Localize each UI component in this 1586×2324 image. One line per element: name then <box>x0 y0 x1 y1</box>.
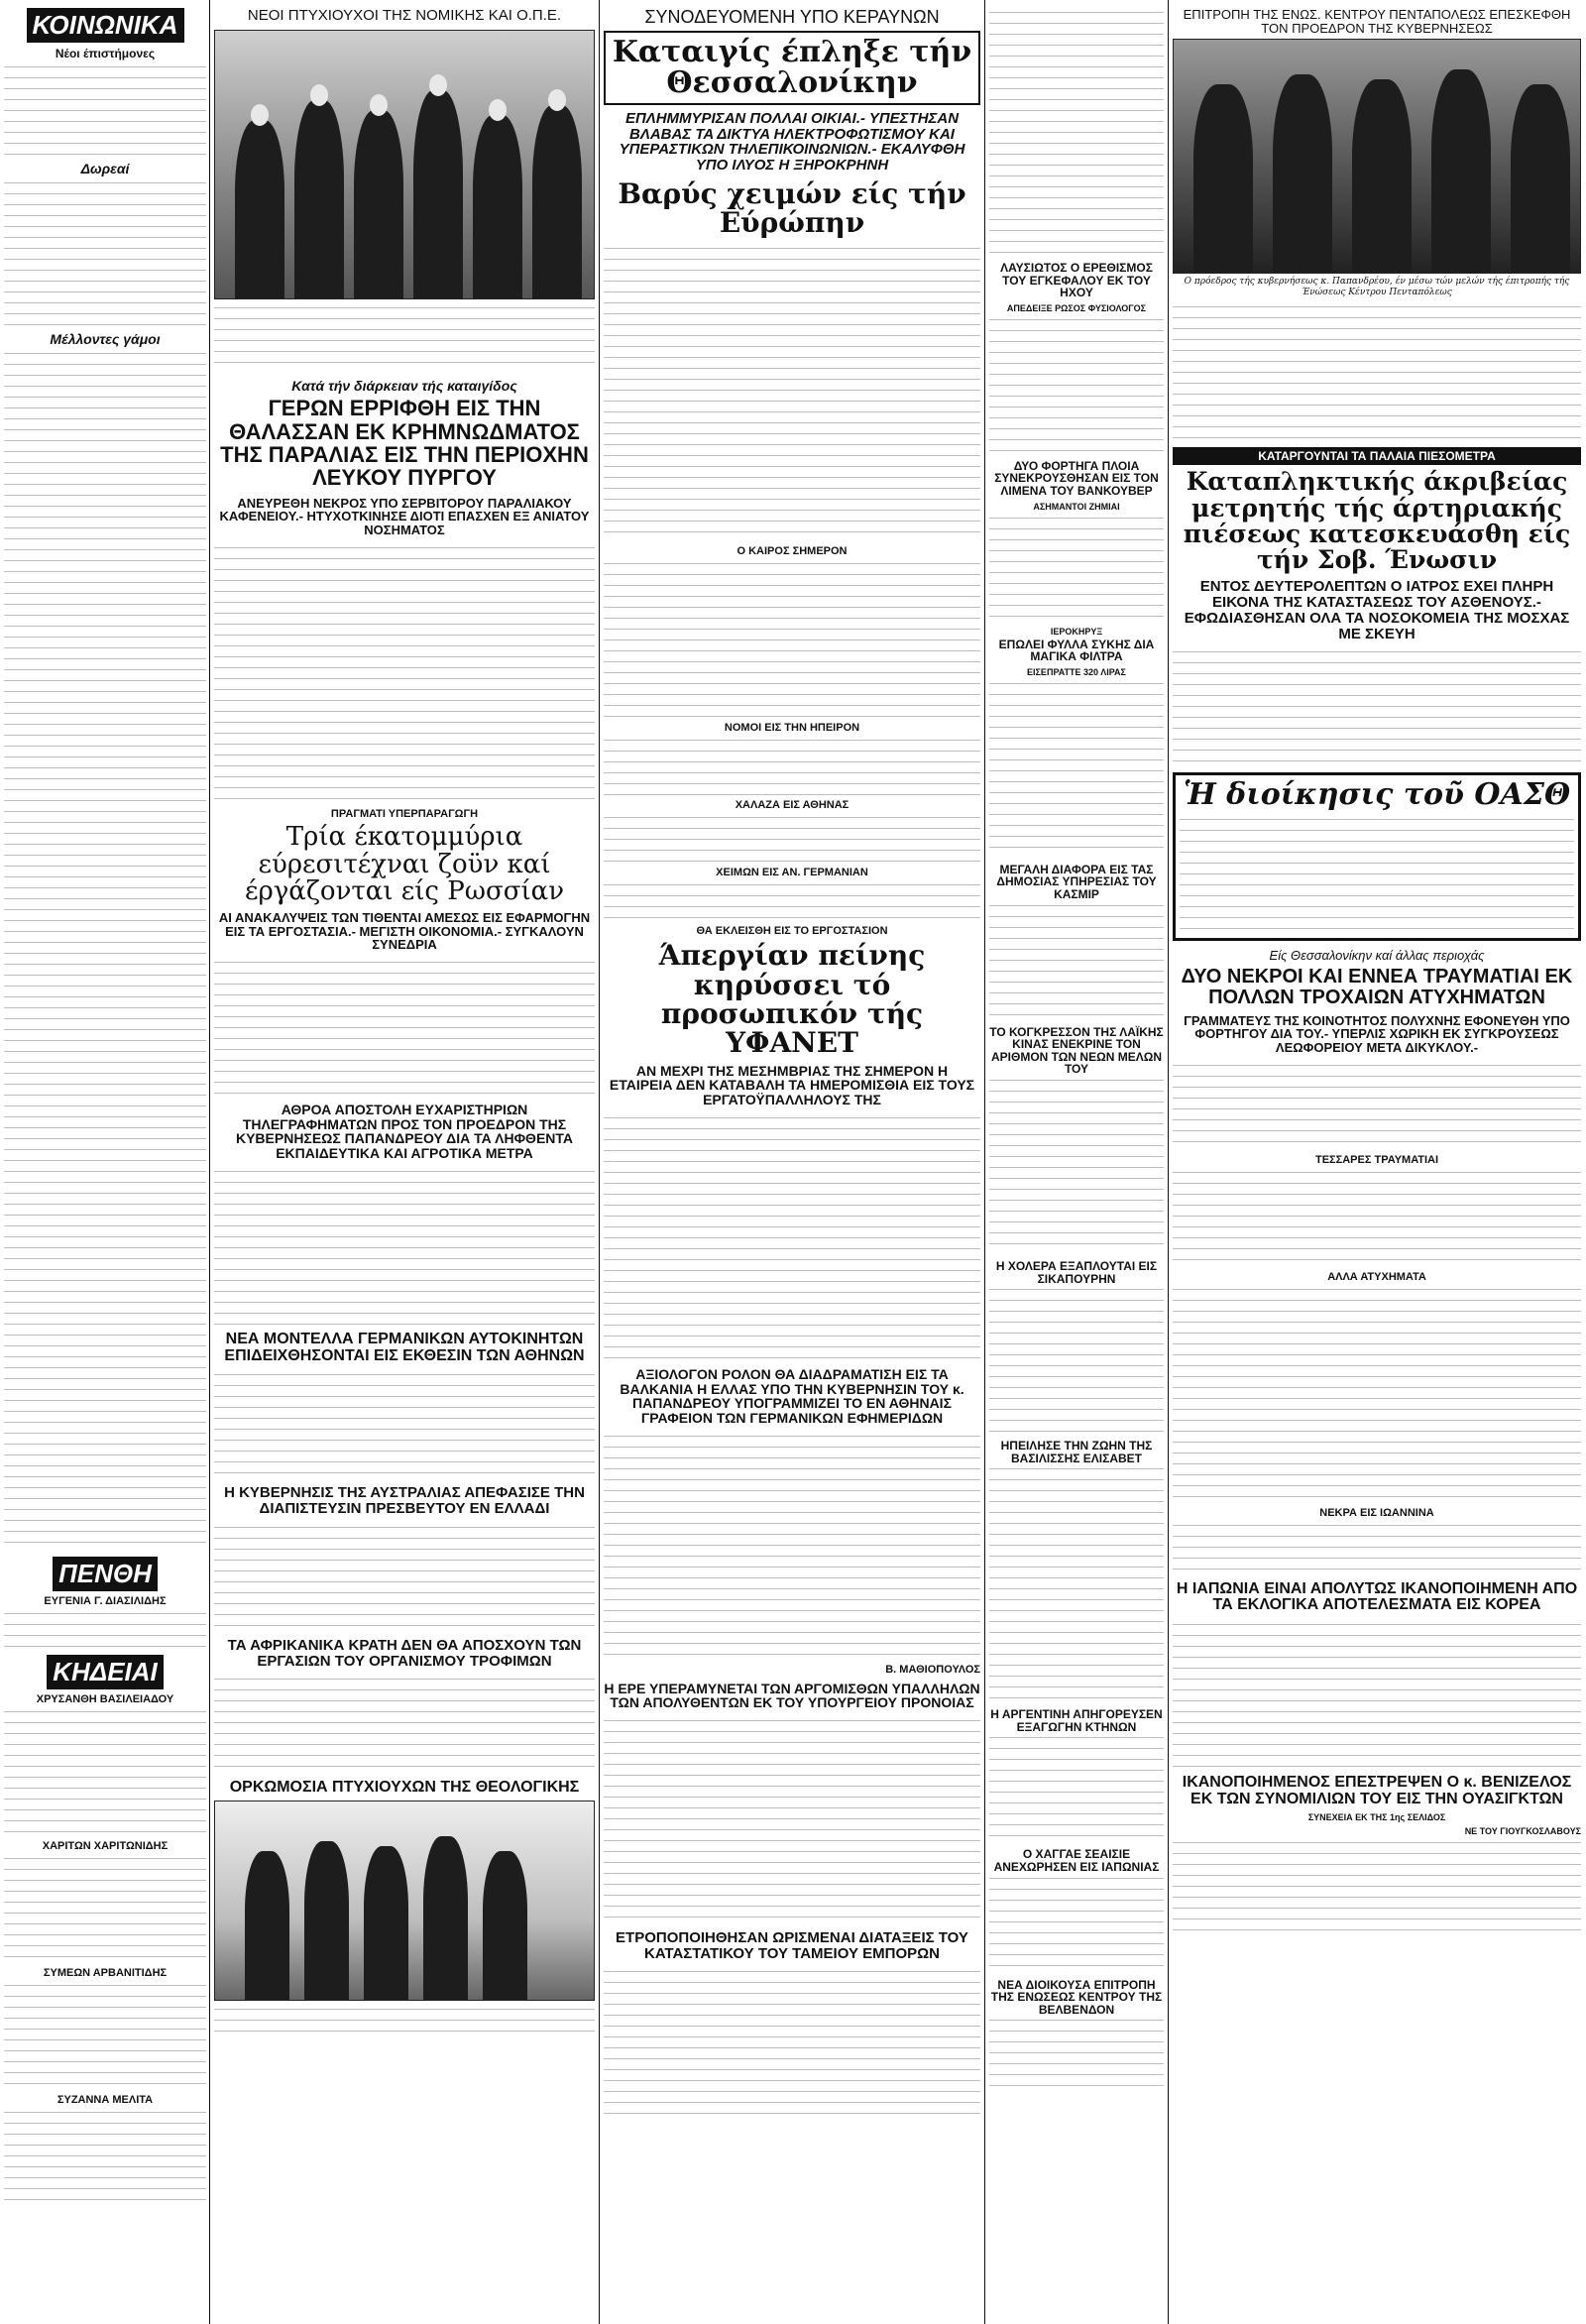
japan-headline: Ο ΧΑΓΓΑΕ ΣΕΑΙΣΙΕ ΑΝΕΧΩΡΗΣΕΝ ΕΙΣ ΙΑΠΩΝΙΑΣ <box>993 1847 1160 1875</box>
strike-kicker: ΘΑ ΕΚΛΕΙΣΘΗ ΕΙΣ ΤΟ ΕΡΓΟΣΤΑΣΙΟΝ <box>696 924 888 937</box>
traffic-kicker: Είς Θεσσαλονίκην καί άλλας περιοχάς <box>1269 947 1485 963</box>
ships-subheadline: ΑΣΗΜΑΝΤΟΙ ΖΗΜΙΑΙ <box>1033 501 1120 512</box>
text-block <box>604 736 980 795</box>
storm-subheadline: ΑΝΕΥΡΕΘΗ ΝΕΚΡΟΣ ΥΠΟ ΣΕΡΒΙΤΟΡΟΥ ΠΑΡΑΛΙΑΚΟΥ ΚΑΦΕΝΕΙΟΥ.- ΗΤΥΧΟΤΚΙΝΗΣΕ ΔΙΟΤΙ ΕΠΑΣΧΕΝ ΕΞ ΑΝΙΑΤΟΥ ΝΟΣΗΜΑΤΟΣ <box>219 495 590 538</box>
text-block <box>989 514 1164 623</box>
main-kicker: ΣΥΝΟΔΕΥΟΜΕΝΗ ΥΠΟ ΚΕΡΑΥΝΩΝ <box>644 7 940 27</box>
text-block <box>214 958 595 1097</box>
text-block <box>1173 1620 1581 1769</box>
new-scientists-heading: Νέοι έπιστήμονες <box>55 47 156 60</box>
person-name: ΧΑΡΙΤΩΝ ΧΑΡΙΤΩΝΙΔΗΣ <box>42 1840 169 1852</box>
column-rule <box>599 0 600 2324</box>
mourning-title: ΠΕΝΘΗ <box>53 1557 158 1591</box>
committee-photo <box>1173 39 1581 274</box>
text-block <box>989 1874 1164 1973</box>
main-headline: Καταιγίς έπληξε τήν Θεσσαλονίκην <box>612 34 972 101</box>
epirus-kicker: ΝΟΜΟΙ ΕΙΣ ΤΗΝ ΗΠΕΙΡΟΝ <box>724 721 860 734</box>
text-block <box>604 1113 980 1361</box>
abolish-kicker: ΚΑΤΑΡΓΟΥΝΤΑΙ ΤΑ ΠΑΛΑΙΑ ΠΙΕΣΟΜΕΤΡΑ <box>1258 448 1496 463</box>
telegrams-headline: ΑΘΡΟΑ ΑΠΟΣΤΟΛΗ ΕΥΧΑΡΙΣΤΗΡΙΩΝ ΤΗΛΕΓΡΑΦΗΜΑΤΩΝ ΠΡΟΣ ΤΟΝ ΠΡΟΕΔΡΟΝ ΤΗΣ ΚΥΒΕΡΝΗΣΕΩΣ ΠΑΠΑΝΔΡΕΟΥ ΔΙΑ ΤΑ ΛΗΦΘΕΝΤΑ ΕΚΠΑΙΔΕΥΤΙΚΑ ΚΑΙ ΑΓΡΟΤΙΚΑ ΜΕΤΡΑ <box>235 1102 574 1162</box>
text-block <box>4 62 206 157</box>
text-block <box>604 1716 980 1924</box>
text-block <box>989 901 1164 1020</box>
strike-subheadline: ΑΝ ΜΕΧΡΙ ΤΗΣ ΜΕΣΗΜΒΡΙΑΣ ΤΗΣ ΣΗΜΕΡΟΝ Η ΕΤΑΙΡΕΙΑ ΔΕΝ ΚΑΤΑΒΑΛΗ ΤΑ ΗΜΕΡΟΜΙΣΘΙΑ ΕΙΣ ΤΟΥΣ ΕΡΓΑΤΟΫΠΑΛΛΗΛΟΥΣ ΤΗΣ <box>609 1062 975 1108</box>
text-block <box>4 178 206 327</box>
text-block <box>1173 1061 1581 1150</box>
text-block <box>1173 1521 1581 1575</box>
other-accidents-kicker: ΑΛΛΑ ΑΤΥΧΗΜΑΤΑ <box>1327 1270 1426 1283</box>
oasth-headline: Ἡ διοίκησις τοῦ ΟΑΣΘ <box>1183 777 1571 813</box>
text-block <box>1173 302 1581 441</box>
fund-headline: ΕΤΡΟΠΟΠΟΙΗΘΗΣΑΝ ΩΡΙΣΜΕΝΑΙ ΔΙΑΤΑΞΕΙΣ ΤΟΥ ΚΑΤΑΣΤΑΤΙΚΟΥ ΤΟΥ ΤΑΜΕΙΟΥ ΕΜΠΟΡΩΝ <box>616 1928 968 1962</box>
germany-kicker: ΧΕΙΜΩΝ ΕΙΣ ΑΝ. ΓΕΡΜΑΝΙΑΝ <box>716 866 868 878</box>
overproduction-headline: Τρία έκατομμύρια εύρεσιτέχναι ζοϋν καί έργάζονται είς Ρωσσίαν <box>244 822 565 906</box>
text-block <box>989 679 1164 858</box>
text-block <box>4 349 206 1549</box>
text-block <box>989 1464 1164 1702</box>
text-block <box>4 1981 206 2090</box>
australia-headline: Η ΚΥΒΕΡΝΗΣΙΣ ΤΗΣ ΑΥΣΤΡΑΛΙΑΣ ΑΠΕΦΑΣΙΣΕ ΤΗΝ ΔΙΑΠΙΣΤΕΥΣΙΝ ΠΡΕΣΒΕΥΤΟΥ ΕΝ ΕΛΛΑΔΙ <box>224 1484 585 1518</box>
queen-headline: ΗΠΕΙΛΗΣΕ ΤΗΝ ΖΩΗΝ ΤΗΣ ΒΑΣΙΛΙΣΣΗΣ ΕΛΙΣΑΒΕΤ <box>1000 1439 1153 1465</box>
column-rule <box>209 0 210 2324</box>
text-block <box>214 1523 595 1632</box>
venizelos-byline: ΝΕ ΤΟΥ ΓΙΟΥΓΚΟΣΛΑΒΟΥΣ <box>1464 1825 1581 1836</box>
text-block <box>1173 1838 1581 1937</box>
hail-kicker: ΧΑΛΑΖΑ ΕΙΣ ΑΘΗΝΑΣ <box>735 798 850 811</box>
column-5 <box>1173 0 1581 1937</box>
overproduction-kicker: ΠΡΑΓΜΑΤΙ ΥΠΕΡΠΑΡΑΓΩΓΗ <box>330 807 479 820</box>
photo-caption <box>214 303 595 373</box>
africa-headline: ΤΑ ΑΦΡΙΚΑΝΙΚΑ ΚΡΑΤΗ ΔΕΝ ΘΑ ΑΠΟΣΧΟΥΝ ΤΩΝ ΕΡΓΑΣΙΩΝ ΤΟΥ ΟΡΓΑΝΙΣΜΟΥ ΤΡΟΦΙΜΩΝ <box>227 1636 582 1670</box>
funerals-title: ΚΗΔΕΙΑΙ <box>47 1655 164 1689</box>
person-name: ΧΡΥΣΑΝΘΗ ΒΑΣΙΛΕΙΑΔΟΥ <box>36 1693 174 1705</box>
leaves-subheadline: ΕΙΣΕΠΡΑΤΤΕ 320 ΛΙΡΑΣ <box>1027 666 1126 677</box>
text-block <box>4 1609 206 1649</box>
main-subheadline: ΕΠΛΗΜΜΥΡΙΣΑΝ ΠΟΛΛΑΙ ΟΙΚΙΑΙ.- ΥΠΕΣΤΗΣΑΝ ΒΛΑΒΑΣ ΤΑ ΔΙΚΤΥΑ ΗΛΕΚΤΡΟΦΩΤΙΣΜΟΥ ΚΑΙ ΥΠΕΡΑΣΤΙΚΩΝ ΤΗΛΕΠΙΚΟΙΝΩΝΙΩΝ.- ΕΚΑΛΥΦΘΗ ΥΠΟ ΙΛΥΟΣ Η ΞΗΡΟΚΡΗΝΗ <box>619 109 965 174</box>
brain-headline: ΛΑΥΣΙΩΤΟΣ Ο ΕΡΕΘΙΣΜΟΣ ΤΟΥ ΕΓΚΕΦΑΛΟΥ ΕΚ ΤΟΥ ΗΧΟΥ <box>1000 261 1153 300</box>
wounded-kicker: ΤΕΣΣΑΡΕΣ ΤΡΑΥΜΑΤΙΑΙ <box>1314 1153 1439 1166</box>
text-block <box>214 543 595 801</box>
argentina-headline: Η ΑΡΓΕΝΤΙΝΗ ΑΠΗΓΟΡΕΥΣΕΝ ΕΞΑΓΩΓΗΝ ΚΤΗΝΩΝ <box>990 1707 1163 1734</box>
text-block <box>214 1167 595 1326</box>
column-rule <box>1168 0 1169 2324</box>
gifts-heading: Δωρεαί <box>80 161 130 176</box>
cars-headline: ΝΕΑ ΜΟΝΤΕΛΛΑ ΓΕΡΜΑΝΙΚΩΝ ΑΥΤΟΚΙΝΗΤΩΝ ΕΠΙΔΕΙΧΘΗΣΟΝΤΑΙ ΕΙΣ ΕΚΘΕΣΙΝ ΤΩΝ ΑΘΗΝΩΝ <box>224 1330 585 1364</box>
photo1-title: ΝΕΟΙ ΠΤΥΧΙΟΥΧΟΙ ΤΗΣ ΝΟΜΙΚΗΣ ΚΑΙ Ο.Π.Ε. <box>247 7 562 24</box>
china-headline: ΤΟ ΚΟΓΚΡΕΣΣΟΝ ΤΗΣ ΛΑΪΚΗΣ ΚΙΝΑΣ ΕΝΕΚΡΙΝΕ ΤΟΝ ΑΡΙΘΜΟΝ ΤΩΝ ΝΕΩΝ ΜΕΛΩΝ ΤΟΥ <box>989 1024 1164 1077</box>
text-block <box>989 2016 1164 2095</box>
committee-photo-caption: Ο πρόεδρος τής κυβερνήσεως κ. Παπανδρέου, έν μέσω τών μελών τής έπιτροπής τής Ένώσεως Κέντρου Πενταπόλεως <box>1184 277 1570 298</box>
person-name: ΕΥΓΕΝΙΑ Γ. ΔΙΑΣΙΛΙΔΗΣ <box>44 1595 167 1607</box>
leaves-headline: ΕΠΩΛΕΙ ΦΥΛΛΑ ΣΥΚΗΣ ΔΙΑ ΜΑΓΙΚΑ ΦΙΛΤΡΑ <box>998 637 1155 664</box>
text-block <box>1173 647 1581 766</box>
strike-headline: Άπεργίαν πείνης κηρύσσει τό προσωπικόν τής ΥΦΑΝΕΤ <box>658 939 926 1060</box>
theology-photo <box>214 1801 595 2001</box>
committee-photo-title: ΕΠΙΤΡΟΠΗ ΤΗΣ ΕΝΩΣ. ΚΕΝΤΡΟΥ ΠΕΝΤΑΠΟΛΕΩΣ ΕΠΕΣΚΕΦΘΗ ΤΟΝ ΠΡΟΕΔΡΟΝ ΤΗΣ ΚΥΒΕΡΝΗΣΕΩΣ <box>1183 7 1571 36</box>
society-title: ΚΟΙΝΩΝΙΚΑ <box>27 8 184 43</box>
leaves-kicker: ΙΕΡΟΚΗΡΥΞ <box>1050 626 1103 637</box>
balkans-headline: ΑΞΙΟΛΟΓΟΝ ΡΟΛΟΝ ΘΑ ΔΙΑΔΡΑΜΑΤΙΣΗ ΕΙΣ ΤΑ ΒΑΛΚΑΝΙΑ Η ΕΛΛΑΣ ΥΠΟ ΤΗΝ ΚΥΒΕΡΝΗΣΙΝ ΤΟΥ κ. ΠΑΠΑΝΔΡΕΟΥ ΥΠΟΓΡΑΜΜΙΖΕΙ ΤΟ ΕΝ ΑΘΗΝΑΙΣ ΓΡΑΦΕΙΟΝ ΤΩΝ ΓΕΡΜΑΝΙΚΩΝ ΕΦΗΜΕΡΙΔΩΝ <box>620 1365 964 1426</box>
byline: Β. ΜΑΘΙΟΠΟΥΛΟΣ <box>885 1663 980 1676</box>
person-name: ΣΥΜΕΩΝ ΑΡΒΑΝΙΤΙΔΗΣ <box>43 1967 168 1979</box>
ioannina-kicker: ΝΕΚΡΑ ΕΙΣ ΙΩΑΝΝΙΝΑ <box>1319 1506 1434 1519</box>
meter-headline: Καταπληκτικής άκριβείας μετρητής τής άρτηριακής πιέσεως κατεσκευάσθη είς τήν Σοβ. Ένωσιν <box>1183 467 1571 575</box>
column-2 <box>214 0 595 2038</box>
cholera-headline: Η ΧΟΛΕΡΑ ΕΞΑΠΛΟΥΤΑΙ ΕΙΣ ΣΙΚΑΠΟΥΡΗΝ <box>995 1258 1158 1286</box>
text-block <box>604 1967 980 2116</box>
column-3 <box>604 0 980 2116</box>
society-column <box>4 0 206 2207</box>
traffic-headline: ΔΥΟ ΝΕΚΡΟΙ ΚΑΙ ΕΝΝΕΑ ΤΡΑΥΜΑΤΙΑΙ ΕΚ ΠΟΛΛΩΝ ΤΡΟΧΑΙΩΝ ΑΤΥΧΗΜΑΤΩΝ <box>1181 965 1573 1008</box>
graduates-photo <box>214 30 595 299</box>
text-block <box>989 1733 1164 1842</box>
weddings-heading: Μέλλοντες γάμοι <box>50 331 161 347</box>
text-block <box>989 315 1164 454</box>
meter-subheadline: ΕΝΤΟΣ ΔΕΥΤΕΡΟΛΕΠΤΩΝ Ο ΙΑΤΡΟΣ ΕΧΕΙ ΠΛΗΡΗ ΕΙΚΟΝΑ ΤΗΣ ΚΑΤΑΣΤΑΣΕΩΣ ΤΟΥ ΑΣΘΕΝΟΥΣ.- ΕΦΩΔΙΑΣΘΗΣΑΝ ΟΛΑ ΤΑ ΝΟΣΟΚΟΜΕΙΑ ΤΗΣ ΜΟΣΧΑΣ ΜΕ ΣΚΕΥΗ <box>1184 578 1570 642</box>
text-block <box>4 1854 206 1963</box>
text-block <box>214 1370 595 1479</box>
korea-headline: Η ΙΑΠΩΝΙΑ ΕΙΝΑΙ ΑΠΟΛΥΤΩΣ ΙΚΑΝΟΠΟΙΗΜΕΝΗ ΑΠΟ ΤΑ ΕΚΛΟΓΙΚΑ ΑΠΟΤΕΛΕΣΜΑΤΑ ΕΙΣ ΚΟΡΕΑ <box>1176 1579 1578 1614</box>
text-block <box>604 813 980 863</box>
text-block <box>989 1076 1164 1254</box>
text-block <box>604 244 980 541</box>
text-block <box>604 559 980 718</box>
text-block <box>989 1285 1164 1434</box>
person-name: ΣΥΖΑΝΝΑ ΜΕΛΙΤΑ <box>57 2094 154 2106</box>
photo-caption <box>214 2005 595 2038</box>
text-block <box>1173 1285 1581 1503</box>
column-4 <box>989 0 1164 2095</box>
committee-headline: ΝΕΑ ΔΙΟΙΚΟΥΣΑ ΕΠΙΤΡΟΠΗ ΤΗΣ ΕΝΩΣΕΩΣ ΚΕΝΤΡΟΥ ΤΗΣ ΒΕΛΒΕΝΔΟΝ <box>990 1977 1163 2017</box>
text-block <box>989 8 1164 256</box>
storm-headline: ΓΕΡΩΝ ΕΡΡΙΦΘΗ ΕΙΣ ΤΗΝ ΘΑΛΑΣΣΑΝ ΕΚ ΚΡΗΜΝΩΔΜΑΤΟΣ ΤΗΣ ΠΑΡΑΛΙΑΣ ΕΙΣ ΤΗΝ ΠΕΡΙΟΧΗΝ ΛΕΥΚΟΥ ΠΥΡΓΟΥ <box>220 396 589 490</box>
europe-headline: Βαρύς χειμών είς τήν Εύρώπην <box>618 176 966 240</box>
column-rule <box>984 0 985 2324</box>
text-block <box>1180 815 1574 934</box>
weather-kicker: Ο ΚΑΙΡΟΣ ΣΗΜΕΡΟΝ <box>736 544 848 557</box>
kashmir-headline: ΜΕΓΑΛΗ ΔΙΑΦΟΡΑ ΕΙΣ ΤΑΣ ΔΗΜΟΣΙΑΣ ΥΠΗΡΕΣΙΑΣ ΤΟΥ ΚΑΣΜΙΡ <box>996 862 1157 901</box>
text-block <box>604 1432 980 1660</box>
brain-subheadline: ΑΠΕΔΕΙΞΕ ΡΩΣΟΣ ΦΥΣΙΟΛΟΓΟΣ <box>1006 302 1147 313</box>
text-block <box>214 1675 595 1774</box>
continuation-note: ΣΥΝΕΧΕΙΑ ΕΚ ΤΗΣ 1ης ΣΕΛΙΔΟΣ <box>1307 1811 1446 1822</box>
overproduction-subheadline: ΑΙ ΑΝΑΚΑΛΥΨΕΙΣ ΤΩΝ ΤΙΘΕΝΤΑΙ ΑΜΕΣΩΣ ΕΙΣ ΕΦΑΡΜΟΓΗΝ ΕΙΣ ΤΑ ΕΡΓΟΣΤΑΣΙΑ.- ΜΕΓΙΣΤΗ ΟΙΚΟΝΟΜΙΑ.- ΣΥΓΚΑΛΟΥΝ ΣΥΝΕΔΡΙΑ <box>218 910 591 953</box>
venizelos-headline: ΙΚΑΝΟΠΟΙΗΜΕΝΟΣ ΕΠΕΣΤΡΕΨΕΝ Ο κ. ΒΕΝΙΖΕΛΟΣ ΕΚ ΤΩΝ ΣΥΝΟΜΙΛΙΩΝ ΤΟΥ ΕΙΣ ΤΗΝ ΟΥΑΣΙΓΚΤΩΝ <box>1182 1774 1572 1807</box>
storm-kicker: Κατά τήν διάρκειαν τής καταιγίδος <box>291 377 517 394</box>
ships-headline: ΔΥΟ ΦΟΡΤΗΓΑ ΠΛΟΙΑ ΣΥΝΕΚΡΟΥΣΘΗΣΑΝ ΕΙΣ ΤΟΝ ΛΙΜΕΝΑ ΤΟΥ ΒΑΝΚΟΥΒΕΡ <box>994 458 1159 498</box>
text-block <box>1173 1168 1581 1267</box>
text-block <box>4 1707 206 1836</box>
text-block <box>4 2108 206 2207</box>
ere-headline: Η ΕΡΕ ΥΠΕΡΑΜΥΝΕΤΑΙ ΤΩΝ ΑΡΓΟΜΙΣΘΩΝ ΥΠΑΛΛΗΛΩΝ ΤΩΝ ΑΠΟΛΥΘΕΝΤΩΝ ΕΚ ΤΟΥ ΥΠΟΥΡΓΕΙΟΥ ΠΡΟΝΟΙΑΣ <box>604 1680 980 1711</box>
traffic-subheadline: ΓΡΑΜΜΑΤΕΥΣ ΤΗΣ ΚΟΙΝΟΤΗΤΟΣ ΠΟΛΥΧΝΗΣ ΕΦΟΝΕΥΘΗ ΥΠΟ ΦΟΡΤΗΓΟΥ ΔΙΑ ΤΟΥ.- ΥΠΕΡΛΙΣ ΧΩΡΙΚΗ ΕΚ ΣΥΓΚΡΟΥΣΕΩΣ ΛΕΩΦΟΡΕΙΟΥ ΜΕΤΑ ΔΙΚΥΚΛΟΥ.- <box>1184 1012 1570 1055</box>
text-block <box>604 880 980 920</box>
theology-photo-title: ΟΡΚΩΜΟΣΙΑ ΠΤΥΧΙΟΥΧΩΝ ΤΗΣ ΘΕΟΛΟΓΙΚΗΣ <box>229 1779 580 1797</box>
